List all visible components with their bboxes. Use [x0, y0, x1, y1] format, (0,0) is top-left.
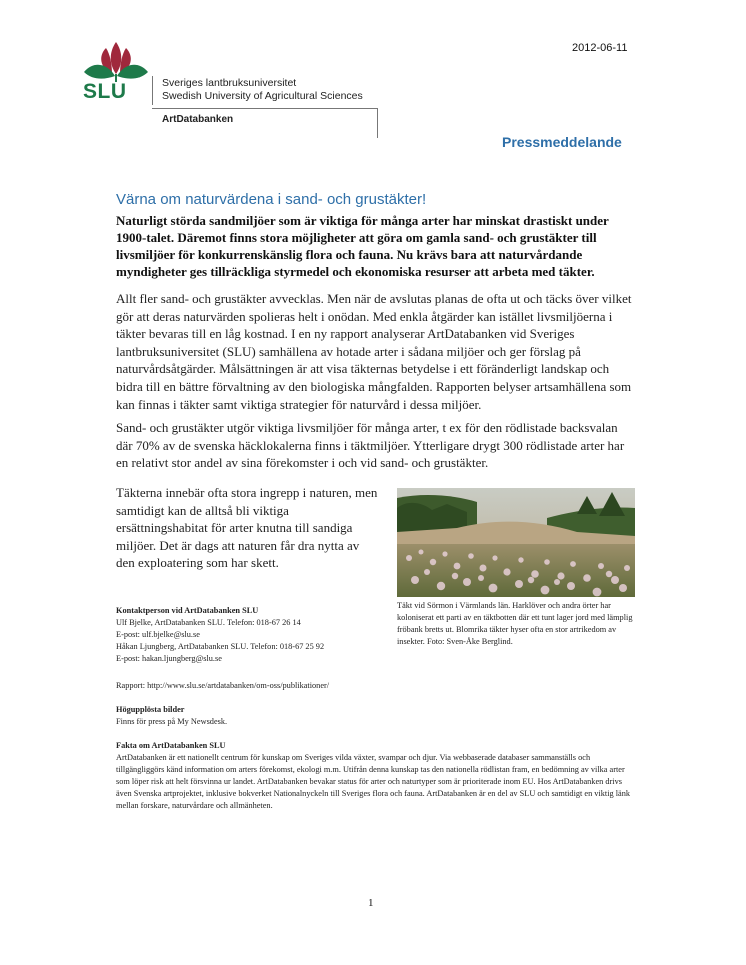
photo-caption: Täkt vid Sörmon i Värmlands län. Harklöver och andra örter har koloniserat ett parti av en täktbotten där ett tunt lager jord med lämplig fröbank bretts ut. Blomrika täkter hyser ofta en stor artrikedom av insekter. Foto: Sven-Åke Berglind.: [397, 601, 633, 646]
university-name-en: Swedish University of Agricultural Sciences: [162, 90, 363, 102]
header-rule: [152, 108, 378, 109]
facts-heading: Fakta om ArtDatabanken SLU: [116, 741, 226, 750]
contact-line: Ulf Bjelke, ArtDatabanken SLU. Telefon: 018-67 26 14: [116, 618, 301, 627]
article-headline: Värna om naturvärdena i sand- och grustäkter!: [116, 191, 427, 208]
gravel-pit-photo: [397, 488, 635, 597]
logo-divider: [152, 76, 153, 105]
facts-text: ArtDatabanken är ett nationellt centrum för kunskap om Sveriges vilda växter, svampar och djur. Via webbaserade databaser sammanställs och tillgängliggörs känd information om arters förekomst, ekologi m.m. Utifrån denna kunskap tas den nationella rödlistan fram, en bedömning av vilka arter som löper risk att helt försvinna ur landet. ArtDatabanken bevakar status för arter och naturtyper som är prioriterade inom EU. Hos ArtDatabanken drivs även Svenska artprojektet, inklusive bokverket Nationalnyckeln till Sveriges flora och fauna. ArtDatabanken är en del av SLU och samtidigt en viktig länk mellan forskare, naturvårdare och allmänheten.: [116, 753, 631, 810]
contact-email[interactable]: E-post: ulf.bjelke@slu.se: [116, 630, 200, 639]
contact-heading: Kontaktperson vid ArtDatabanken SLU: [116, 606, 259, 615]
header-rule-end: [377, 108, 378, 138]
slu-logo-text: SLU: [83, 80, 127, 103]
contact-block: [116, 605, 324, 665]
press-date: 2012-06-11: [572, 42, 628, 54]
contact-email[interactable]: E-post: hakan.ljungberg@slu.se: [116, 654, 222, 663]
article-paragraph-1: Allt fler sand- och grustäkter avvecklas. Men när de avslutas planas de ofta ut och täcks över vilket gör att deras naturvärden spolieras helt i onödan. Med enkla åtgärder kan istället livsmiljöerna i täkter bevaras till en låg kostnad. I en ny rapport analyserar ArtDatabanken vid Sveriges lantbruksuniversitet (SLU) samhällena av hotade arter i sådana miljöer och ger förslag på naturvårdsåtgärder. Målsättningen är att visa täkternas betydelse i ett föränderligt landskap och bidra till en bättre förvaltning av den biologiska mångfalden. Rapporten belyser artsamhällena som kan finnas i täkter samt viktiga strategier för naturvård i dessa miljöer.: [116, 291, 632, 412]
document-type: Pressmeddelande: [502, 134, 622, 150]
report-link[interactable]: Rapport: http://www.slu.se/artdatabanken/om-oss/publikationer/: [116, 681, 330, 690]
contact-line: Håkan Ljungberg, ArtDatabanken SLU. Telefon: 018-67 25 92: [116, 642, 325, 651]
article-paragraph-3: Täkterna innebär ofta stora ingrepp i naturen, men samtidigt kan de alltså bli viktiga ersättningshabitat för arter knutna till sandiga miljöer. Det är dags att naturen får dra nytta av den exploatering som har skett.: [116, 485, 378, 571]
hires-block: [116, 704, 227, 728]
article-paragraph-2: Sand- och grustäkter utgör viktiga livsmiljöer för många arter, t ex för den rödlistade backsvalan där 70% av de svenska häcklokalerna finns i täktmiljöer. Ytterligare drygt 300 rödlistade arter har en relativt stor andel av sina förekomster i och vid sand- och grustäkter.: [116, 420, 625, 471]
hires-heading: Högupplösta bilder: [116, 705, 185, 714]
article-ingress: Naturligt störda sandmiljöer som är viktiga för många arter har minskat drastiskt under 1900-talet. Däremot finns stora möjligheter att göra om gamla sand- och grustäkter till livsmiljöer för konkurrenskänslig flora och fauna. Nu krävs bara att naturvårdande myndigheter ges tillräckliga styrmedel och ekonomiska resurser att arbeta med täkter.: [116, 213, 609, 279]
university-name-sv: Sveriges lantbruksuniversitet: [162, 77, 297, 89]
unit-name: ArtDatabanken: [162, 114, 234, 125]
page-number: 1: [368, 897, 374, 909]
facts-block: [116, 740, 636, 812]
hires-text: Finns för press på My Newsdesk.: [116, 717, 228, 726]
